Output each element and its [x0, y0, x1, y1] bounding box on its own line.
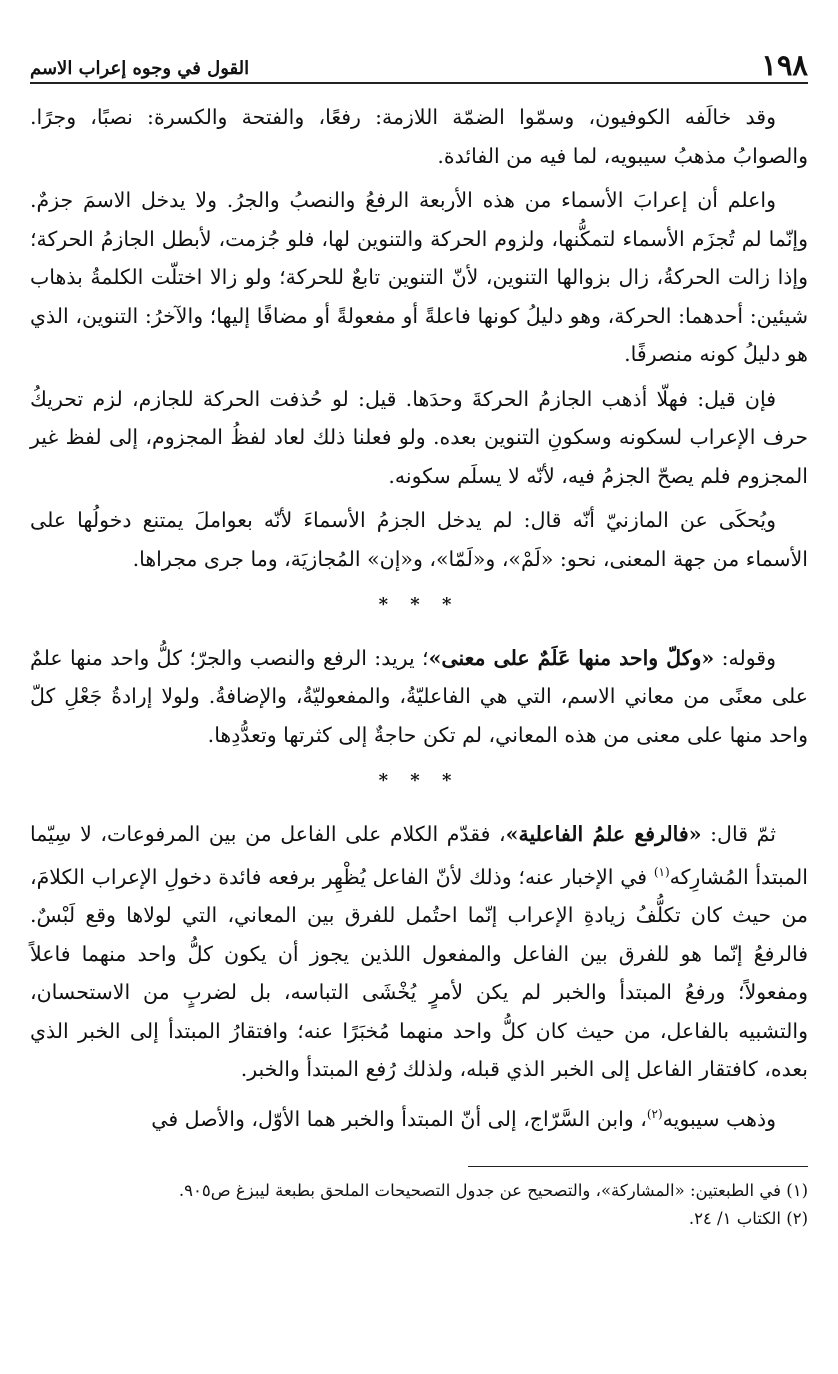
footnote-ref: (٢): [646, 1106, 663, 1121]
paragraph: واعلم أن إعرابَ الأسماء من هذه الأربعة الرفعُ والنصبُ والجرُ. ولا يدخل الاسمَ جزمٌ. وإنّما لم تُجزَم الأسماء لتمكُّنها، ولزوم الحركة والتنوين لها، فلو جُزمت، لأبطل الجازمُ الحركة؛ وإذا زالت الحركةُ، زال بزوالها التنوين، لأنّ التنوين تابعٌ للحركة؛ ولو زالا اختلّت الكلمةُ بذهاب شيئين: أحدهما: الحركة، وهو دليلُ كونها فاعلةً أو مفعولةً أو مضافًا إليها؛ والآخرُ: التنوين، الذي هو دليلُ كونه منصرفًا.: [30, 188, 808, 366]
quoted-phrase: «وكلّ واحد منها عَلَمٌ على معنى»: [428, 645, 715, 670]
footnote: (١) في الطبعتين: «المشاركة»، والتصحيح عن جدول التصحيحات الملحق بطبعة ليبزغ ص٩٠٥.: [178, 1181, 808, 1201]
footnotes: [30, 1177, 808, 1233]
paragraph-text: ، فقدّم الكلام على الفاعل من بين المرفوعات، لا سِيّما المبتدأ المُشارِكه: [30, 821, 808, 889]
footnote-separator: [468, 1166, 808, 1167]
paragraph-text: ؛ يريد: الرفع والنصب والجرّ؛ كلُّ واحد منها علمٌ على معنًى من معاني الاسم، التي هي الفاعليّةُ، والمفعوليّةُ، والإضافةُ. ولولا إرادةُ جَعْلِ كلّ واحد منها على معنى من هذه المعاني، لم تكن حاجةٌ إلى كثرتها وتعدُّدِها.: [30, 645, 808, 747]
section-divider: * * *: [378, 770, 460, 791]
quoted-phrase: «فالرفع علمُ الفاعلية»: [505, 821, 702, 846]
page-number: ١٩٨: [761, 48, 808, 82]
paragraph: فإن قيل: فهلّا أذهب الجازمُ الحركةَ وحدَها. قيل: لو حُذفت الحركة للجازم، لزم تحريكُ حرف الإعراب لسكونه وسكونِ التنوين بعده. ولو فعلنا ذلك لعاد لفظُ المجزوم، إلى لفظ غير المجزوم فلم يصحّ الجزمُ فيه، لأنّه لا يسلَم سكونه.: [30, 386, 808, 488]
running-title: القول في وجوه إعراب الاسم: [30, 58, 250, 79]
paragraph: [30, 815, 808, 1089]
footnote-ref: (١): [653, 865, 670, 879]
footnote: (٢) الكتاب ١/ ٢٤.: [688, 1209, 808, 1229]
paragraph-intro: وقوله:: [714, 645, 776, 670]
section-divider: * * *: [378, 594, 460, 615]
paragraph: [30, 639, 808, 755]
paragraph: ويُحكَى عن المازنيّ أنّه قال: لم يدخل الجزمُ الأسماءَ لأنّه بعواملَ يمتنع دخولُها على الأسماء من جهة المعنى، نحو: «لَمْ»، و«لَمّا»، و«إن» المُجازيَة، وما جرى مجراها.: [30, 508, 808, 571]
paragraph-intro: ثمّ قال:: [701, 821, 776, 846]
paragraph-text: وذهب سيبويه: [662, 1106, 776, 1131]
paragraph-text: ، وابن السَّرّاج، إلى أنّ المبتدأ والخبر هما الأوّل، والأصل في: [151, 1106, 647, 1131]
paragraph-text: في الإخبار عنه؛ وذلك لأنّ الفاعل يُظْهِر برفعه فائدة دخولِ الإعراب الكلامَ، من حيث كان تكلُّفُ زيادةِ الإعراب إنّما احتُمل للفرق بين المعاني، التي لولاها وقع لَبْسٌ. فالرفعُ إنّما هو للفرق بين الفاعل والمفعول اللذين يجوز أن يكون كلُّ واحد منهما فاعلاً ومفعولاً؛ ورفعُ المبتدأ والخبر لم يكن لأمرٍ يُخْشَى التباسه، بل لضربٍ من الاستحسان، والتشبيه بالفاعل، من حيث كان كلُّ واحد منهما مُخبَرًا عنه؛ وافتقارُ المبتدأ إلى الخبر الذي بعده، كافتقار الفاعل إلى الخبر الذي قبله، ولذلك رُفع المبتدأ والخبر.: [30, 864, 808, 1082]
paragraph: وقد خالَفه الكوفيون، وسمّوا الضمّة اللازمة: رفعًا، والفتحة والكسرة: نصبًا، وجرًا. والصوابُ مذهبُ سيبويه، لما فيه من الفائدة.: [30, 105, 808, 168]
paragraph: [30, 1095, 808, 1138]
main-text: [30, 98, 808, 1138]
page-header: [30, 38, 808, 84]
